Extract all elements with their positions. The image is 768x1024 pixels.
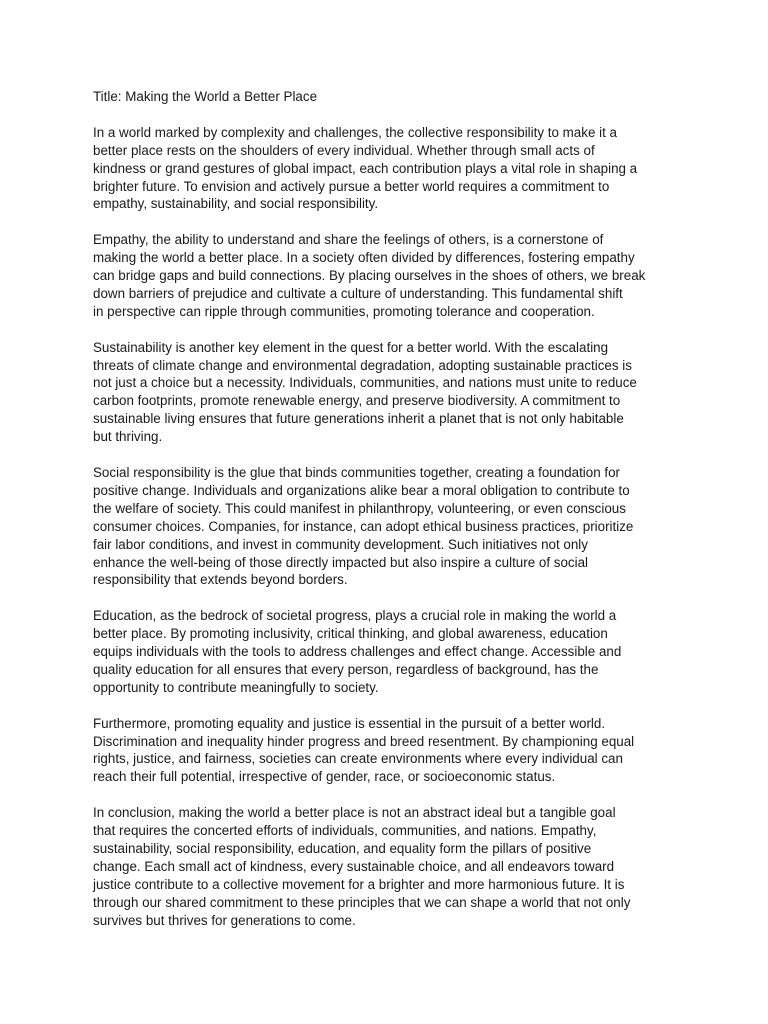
paragraph-intro: In a world marked by complexity and challenges, the collective responsibility to make it a better place rests on the shoulders of every individual. Whether through small acts of kindness or grand gestures of global impact, each contribution plays a vital role in shaping a brighter future. To envision and actively pursue a better world requires a commitment to empathy, sustainability, and social responsibility. [93, 124, 638, 212]
paragraph-social-responsibility: Social responsibility is the glue that binds communities together, creating a foundation for positive change. Individuals and organizations alike bear a moral obligation to contribute to the welfare of society. This could manifest in philanthropy, volunteering, or even conscious consumer choices. Companies, for instance, can adopt ethical business practices, prioritize fair labor conditions, and invest in community development. Such initiatives not only enhance the well-being of those directly impacted but also inspire a culture of social responsibility that extends beyond borders. [93, 464, 634, 588]
paragraph-empathy: Empathy, the ability to understand and share the feelings of others, is a cornerstone of making the world a better place. In a society often divided by differences, fostering empathy can bridge gaps and build connections. By placing ourselves in the shoes of others, we break down barriers of prejudice and cultivate a culture of understanding. This fundamental shift in perspective can ripple through communities, promoting tolerance and cooperation. [93, 232, 646, 319]
paragraph-conclusion: In conclusion, making the world a better place is not an abstract ideal but a tangible goal that requires the concerted efforts of individuals, communities, and nations. Empathy, sustainability, social responsibility, education, and equality form the pillars of positive change. Each small act of kindness, every sustainable choice, and all endeavors toward justice contribute to a collective movement for a brighter and more harmonious future. It is through our shared commitment to these principles that we can shape a world that not only survives but thrives for generations to come. [93, 805, 631, 928]
paragraph-education: Education, as the bedrock of societal progress, plays a crucial role in making the world a better place. By promoting inclusivity, critical thinking, and global awareness, education equips individuals with the tools to address challenges and effect change. Accessible and quality education for all ensures that every person, regardless of background, has the opportunity to contribute meaningfully to society. [93, 608, 622, 695]
paragraph-equality: Furthermore, promoting equality and justice is essential in the pursuit of a better world. Discrimination and inequality hinder progress and breed resentment. By championing equal rights, justice, and fairness, societies can create environments where every individual can reach their full potential, irrespective of gender, race, or socioeconomic status. [93, 715, 635, 785]
paragraph-sustainability: Sustainability is another key element in the quest for a better world. With the escalating threats of climate change and environmental degradation, adopting sustainable practices is not just a choice but a necessity. Individuals, communities, and nations must unite to reduce carbon footprints, promote renewable energy, and preserve biodiversity. A commitment to sustainable living ensures that future generations inherit a planet that is not only habitable but thriving. [93, 339, 637, 445]
document-title: Title: Making the World a Better Place [93, 89, 318, 104]
